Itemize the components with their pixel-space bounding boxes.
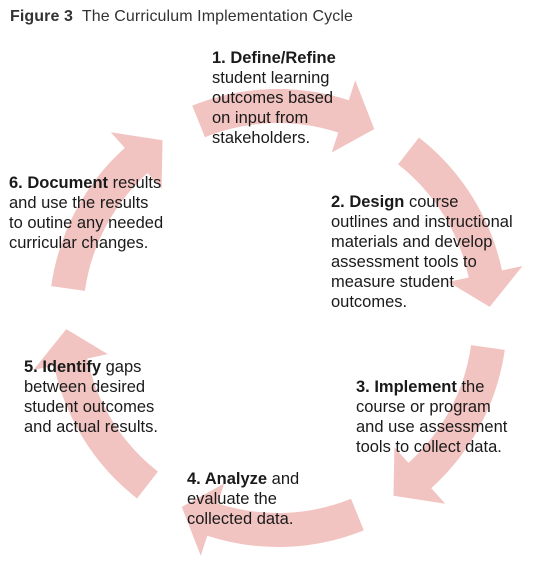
step-text: course outlines and instructional materials and develop assessment tools to measure student outcomes. [331,193,513,311]
step-lead: 5. Identify [24,358,102,376]
step-lead: 2. Design [331,193,405,211]
step-identify [24,357,158,437]
step-text: and evaluate the collected data. [187,470,300,528]
step-text: results and use the results to outine any needed curricular changes. [9,174,164,252]
step-implement [356,377,507,457]
step-lead: 4. Analyze [187,470,268,488]
step-lead: 6. Document [9,174,109,192]
step-design [331,192,513,312]
figure-title: The Curriculum Implementation Cycle [81,8,354,25]
step-text: gaps between desired student outcomes and actual results. [24,358,158,436]
step-text: the course or program and use assessment tools to collect data. [356,378,508,456]
step-document [9,173,163,253]
step-lead: 1. Define/Refine [212,49,336,67]
step-define-refine [212,48,336,148]
step-lead: 3. Implement [356,378,457,396]
figure-number: Figure 3 [10,8,74,25]
figure-caption [10,8,353,26]
step-text: student learning outcomes based on input from stakeholders. [212,69,334,147]
step-analyze [187,469,299,529]
